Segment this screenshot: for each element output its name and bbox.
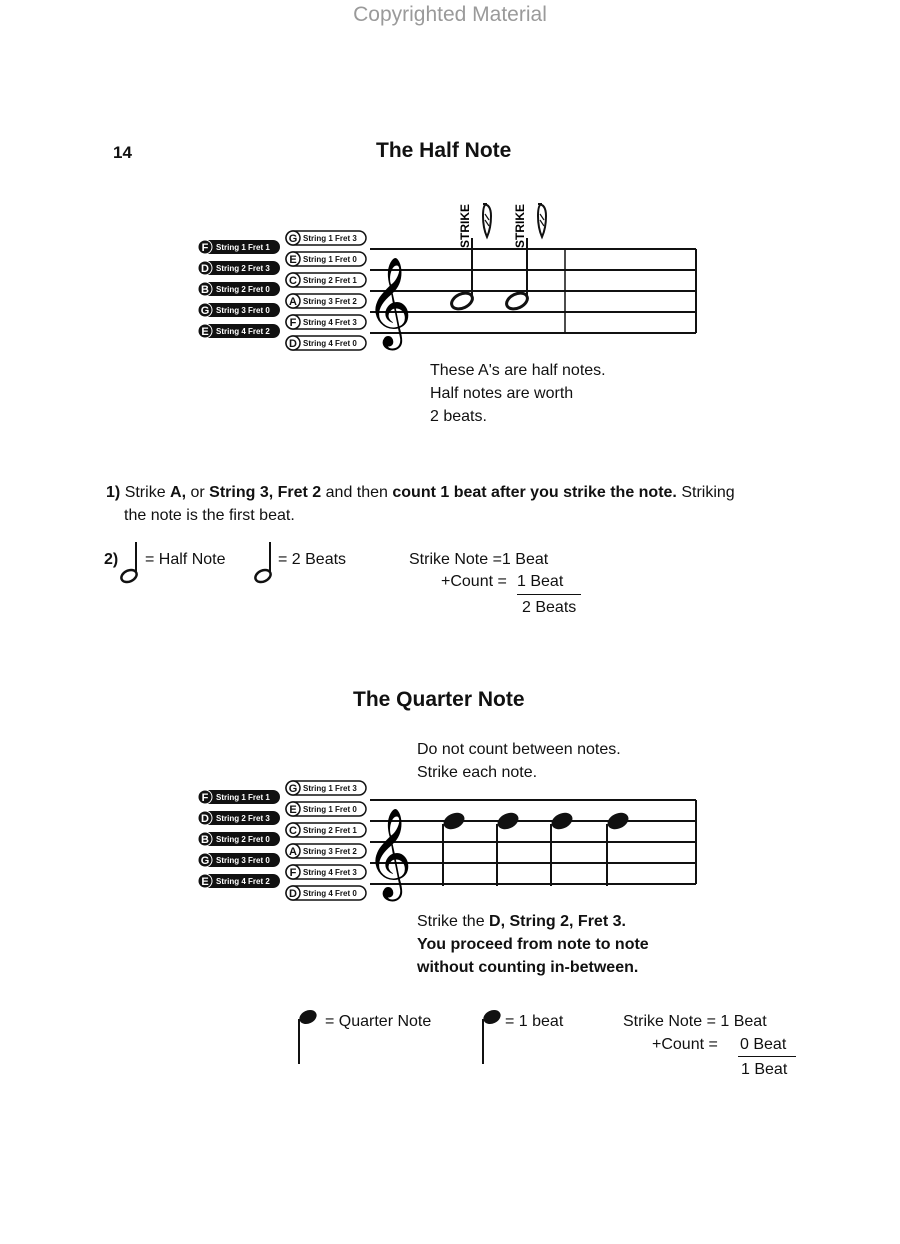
note-letter: F [201, 242, 209, 254]
caption-text-bold: You proceed from note to note [417, 936, 649, 953]
copyright-watermark: Copyrighted Material [353, 3, 547, 26]
half-note-icon [120, 540, 142, 585]
space-note-label [286, 336, 366, 350]
note-letter: B [201, 284, 209, 296]
note-letter: C [289, 275, 297, 287]
half-note-label: = Half Note [145, 551, 226, 568]
note-letter: B [201, 834, 209, 846]
quarter-note-4 [605, 810, 631, 886]
caption-line: Half notes are worth [430, 385, 574, 402]
note-letter: A [289, 846, 297, 858]
sum-line-1: Strike Note =1 Beat [409, 551, 549, 568]
string-chart-1 [196, 230, 376, 355]
staff-lines [370, 249, 696, 333]
string-fret-text: String 4 Fret 0 [303, 339, 357, 348]
string-fret-text: String 3 Fret 2 [303, 297, 357, 306]
sum-rule [517, 594, 581, 595]
note-letter: E [201, 876, 209, 888]
quarter-note-label: = Quarter Note [325, 1013, 432, 1030]
string-fret-text: String 1 Fret 3 [303, 784, 357, 793]
string-fret-text: String 2 Fret 1 [303, 826, 357, 835]
space-note-label [286, 865, 366, 879]
page-number: 14 [113, 143, 132, 162]
two-beats-label: = 2 Beats [278, 551, 347, 568]
step-text: Striking [676, 484, 735, 501]
sum-total: 1 Beat [741, 1061, 788, 1078]
string-fret-text: String 2 Fret 3 [216, 264, 270, 273]
pick-icon [538, 204, 546, 237]
sum-line-2-label: +Count = [652, 1036, 718, 1053]
line-note-label [198, 874, 280, 888]
strike-label-1: STRIKE [458, 203, 472, 248]
step-text-bold: String 3, [209, 484, 274, 501]
caption-line: 2 beats. [430, 408, 487, 425]
space-note-label [286, 273, 366, 287]
note-letter: G [200, 855, 210, 867]
step-text-bold: A, [170, 484, 187, 501]
note-letter: D [289, 338, 297, 350]
caption-text-bold: without counting in-between. [417, 959, 639, 976]
string-fret-text: String 4 Fret 2 [216, 877, 270, 886]
space-note-label [286, 802, 366, 816]
string-fret-text: String 2 Fret 0 [216, 835, 270, 844]
caption-text-bold: D, String 2, Fret 3. [489, 913, 626, 930]
string-fret-text: String 3 Fret 0 [216, 306, 270, 315]
space-note-label [286, 823, 366, 837]
quarter-note-icon [480, 1008, 504, 1066]
step-text: the note is the first beat. [124, 507, 295, 524]
line-note-label [198, 853, 280, 867]
step-text: and then [321, 484, 393, 501]
treble-clef-icon: 𝄞 [366, 257, 413, 347]
step-2-number: 2) [104, 551, 119, 568]
space-note-label [286, 252, 366, 266]
sum-line-2-value: 1 Beat [517, 573, 564, 590]
strike-label-2: STRIKE [513, 203, 527, 248]
note-letter: E [289, 254, 297, 266]
line-note-label [198, 240, 280, 254]
note-letter: E [289, 804, 297, 816]
string-fret-text: String 3 Fret 0 [216, 856, 270, 865]
sum-line-1: Strike Note = 1 Beat [623, 1013, 767, 1030]
step-text-bold: Fret 2 [277, 484, 322, 501]
line-note-label [198, 303, 280, 317]
pick-icon [483, 204, 491, 237]
note-letter: D [289, 888, 297, 900]
note-letter: E [201, 326, 209, 338]
note-letter: C [289, 825, 297, 837]
note-letter: F [201, 792, 209, 804]
quarter-note-2 [495, 810, 521, 886]
quarter-note-3 [549, 810, 575, 886]
intro-line: Strike each note. [417, 764, 538, 781]
string-fret-text: String 1 Fret 1 [216, 243, 270, 252]
string-fret-text: String 1 Fret 0 [303, 805, 357, 814]
caption-line: These A's are half notes. [430, 362, 606, 379]
string-fret-text: String 2 Fret 0 [216, 285, 270, 294]
quarter-note-intro [417, 738, 621, 784]
line-note-label [198, 282, 280, 296]
step-text-bold: count 1 beat after you strike the note. [392, 484, 677, 501]
half-note-icon [254, 540, 276, 585]
string-fret-text: String 1 Fret 0 [303, 255, 357, 264]
line-note-label [198, 261, 280, 275]
one-beat-label: = 1 beat [505, 1013, 564, 1030]
quarter-note-title: The Quarter Note [353, 688, 525, 711]
space-note-label [286, 781, 366, 795]
quarter-note-staff [366, 790, 700, 900]
string-fret-text: String 1 Fret 1 [216, 793, 270, 802]
string-fret-text: String 2 Fret 1 [303, 276, 357, 285]
half-note-caption [430, 359, 606, 428]
string-fret-text: String 1 Fret 3 [303, 234, 357, 243]
staff-lines [370, 800, 696, 884]
sum-rule [738, 1056, 796, 1057]
line-note-label [198, 832, 280, 846]
string-fret-text: String 4 Fret 0 [303, 889, 357, 898]
line-note-label [198, 790, 280, 804]
sum-total: 2 Beats [522, 599, 577, 616]
note-letter: D [201, 263, 209, 275]
treble-clef-icon: 𝄞 [366, 808, 413, 898]
space-note-label [286, 294, 366, 308]
caption-text: Strike the [417, 913, 490, 930]
line-note-label [198, 811, 280, 825]
string-fret-text: String 4 Fret 2 [216, 327, 270, 336]
note-letter: G [200, 305, 210, 317]
string-fret-text: String 2 Fret 3 [216, 814, 270, 823]
string-note-chart [196, 780, 376, 905]
string-fret-text: String 4 Fret 3 [303, 318, 357, 327]
space-note-label [286, 886, 366, 900]
note-letter: D [201, 813, 209, 825]
step-number: 1) [106, 484, 121, 501]
quarter-note-caption [417, 910, 649, 979]
intro-line: Do not count between notes. [417, 741, 621, 758]
sum-line-2-value: 0 Beat [740, 1036, 787, 1053]
step-text: Strike [124, 484, 171, 501]
note-letter: G [288, 233, 298, 245]
string-fret-text: String 3 Fret 2 [303, 847, 357, 856]
space-note-label [286, 315, 366, 329]
quarter-note-icon [296, 1008, 320, 1066]
line-note-label [198, 324, 280, 338]
note-letter: A [289, 296, 297, 308]
string-fret-text: String 4 Fret 3 [303, 868, 357, 877]
space-note-label [286, 231, 366, 245]
step-text: or [186, 484, 210, 501]
space-note-label [286, 844, 366, 858]
step-1 [106, 481, 806, 527]
string-chart-2 [196, 780, 376, 905]
quarter-note-1 [441, 810, 467, 886]
sum-line-2-label: +Count = [441, 573, 507, 590]
half-note-title: The Half Note [376, 139, 512, 162]
half-note-staff [366, 190, 700, 355]
note-letter: F [289, 867, 297, 879]
note-letter: G [288, 783, 298, 795]
note-letter: F [289, 317, 297, 329]
string-note-chart [196, 230, 376, 355]
